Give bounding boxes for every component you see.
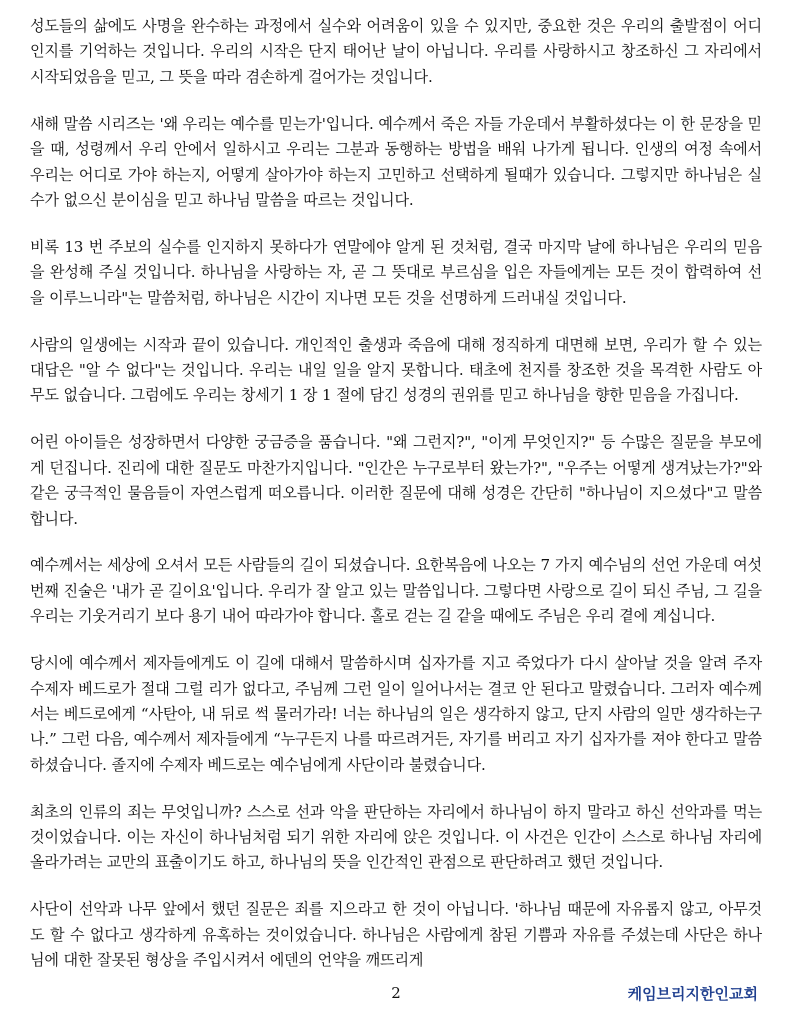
paragraph: 사람의 일생에는 시작과 끝이 있습니다. 개인적인 출생과 죽음에 대해 정직하게 대면해 보면, 우리가 할 수 있는 대답은 "알 수 없다"는 것입니다. 우리는 내일 일을 알지 못합니다. 태초에 천지를 창조한 것을 목격한 사람도 아무도 없습니다. 그럼에도 우리는 창세기 1 장 1 절에 담긴 성경의 권위를 믿고 하나님을 향한 믿음을 가집니다. [30, 335, 762, 405]
church-name: 케임브리지한인교회 [627, 985, 758, 1003]
paragraph: 어린 아이들은 성장하면서 다양한 궁금증을 품습니다. "왜 그런지?", "이게 무엇인지?" 등 수많은 질문을 부모에게 던집니다. 진리에 대한 질문도 마찬가지입니다. "인간은 누구로부터 왔는가?", "우주는 어떻게 생겨났는가?"와 같은 궁극적인 물음들이 자연스럽게 떠오릅니다. 이러한 질문에 대해 성경은 간단히 "하나님이 지으셨다"고 말씀합니다. [30, 433, 762, 528]
page-number: 2 [391, 984, 401, 1002]
paragraph: 성도들의 삶에도 사명을 완수하는 과정에서 실수와 어려움이 있을 수 있지만, 중요한 것은 우리의 출발점이 어디인지를 기억하는 것입니다. 우리의 시작은 단지 태어난 날이 아닙니다. 우리를 사랑하시고 창조하신 그 자리에서 시작되었음을 믿고, 그 뜻을 따라 겸손하게 걸어가는 것입니다. [30, 17, 762, 86]
paragraph: 당시에 예수께서 제자들에게도 이 길에 대해서 말씀하시며 십자가를 지고 죽었다가 다시 살아날 것을 알려 주자 수제자 베드로가 절대 그럴 리가 없다고, 주님께 그런 일이 일어나서는 결코 안 된다고 말렸습니다. 그러자 예수께서는 베드로에게 “사탄아, 내 뒤로 썩 물러가라! 너는 하나님의 일은 생각하지 않고, 단지 사람의 일만 생각하는구나.” 그런 다음, 예수께서 제자들에게 “누구든지 나를 따르려거든, 자기를 버리고 자기 십자가를 져야 한다고 말씀하셨습니다. 졸지에 수제자 베드로는 예수님에게 사단이라 불렸습니다. [30, 654, 762, 774]
paragraph: 비록 13 번 주보의 실수를 인지하지 못하다가 연말에야 알게 된 것처럼, 결국 마지막 날에 하나님은 우리의 믿음을 완성해 주실 것입니다. 하나님을 사랑하는 자, 곧 그 뜻대로 부르심을 입은 자들에게는 모든 것이 합력하여 선을 이루느니라"는 말씀처럼, 하나님은 시간이 지나면 모든 것을 선명하게 드러내실 것입니다. [30, 237, 762, 307]
paragraph: 새해 말씀 시리즈는 '왜 우리는 예수를 믿는가'입니다. 예수께서 죽은 자들 가운데서 부활하셨다는 이 한 문장을 믿을 때, 성령께서 우리 안에서 일하시고 우리는 그분과 동행하는 방법을 배워 나가게 됩니다. 인생의 여정 속에서 우리는 어디로 가야 하는지, 어떻게 살아가야 하는지 고민하고 선택하게 될때가 있습니다. 그렇지만 하나님은 실수가 없으신 분이심을 믿고 하나님 말씀을 따르는 것입니다. [30, 114, 762, 209]
paragraph: 사단이 선악과 나무 앞에서 했던 질문은 죄를 지으라고 한 것이 아닙니다. '하나님 때문에 자유롭지 않고, 아무것도 할 수 없다고 생각하게 유혹하는 것이었습니다. 하나님은 사람에게 참된 기쁨과 자유를 주셨는데 사단은 하나님에 대한 잘못된 형상을 주입시켜서 에덴의 언약을 깨뜨리게 [30, 900, 762, 970]
page-body [30, 14, 762, 995]
paragraph: 최초의 인류의 죄는 무엇입니까? 스스로 선과 악을 판단하는 자리에서 하나님이 하지 말라고 하신 선악과를 먹는 것이었습니다. 이는 자신이 하나님처럼 되기 위한 자리에 앉은 것입니다. 이 사건은 인간이 스스로 하나님 자리에 올라가려는 교만의 표출이기도 하고, 하나님의 뜻을 인간적인 관점으로 판단하려고 했던 것입니다. [30, 802, 762, 872]
paragraph: 예수께서는 세상에 오셔서 모든 사람들의 길이 되셨습니다. 요한복음에 나오는 7 가지 예수님의 선언 가운데 여섯번째 진술은 '내가 곧 길이요'입니다. 우리가 잘 알고 있는 말씀입니다. 그렇다면 사랑으로 길이 되신 주님, 그 길을 우리는 기웃거리기 보다 용기 내어 따라가야 합니다. 홀로 걷는 길 같을 때에도 주님은 우리 곁에 계십니다. [30, 556, 762, 626]
